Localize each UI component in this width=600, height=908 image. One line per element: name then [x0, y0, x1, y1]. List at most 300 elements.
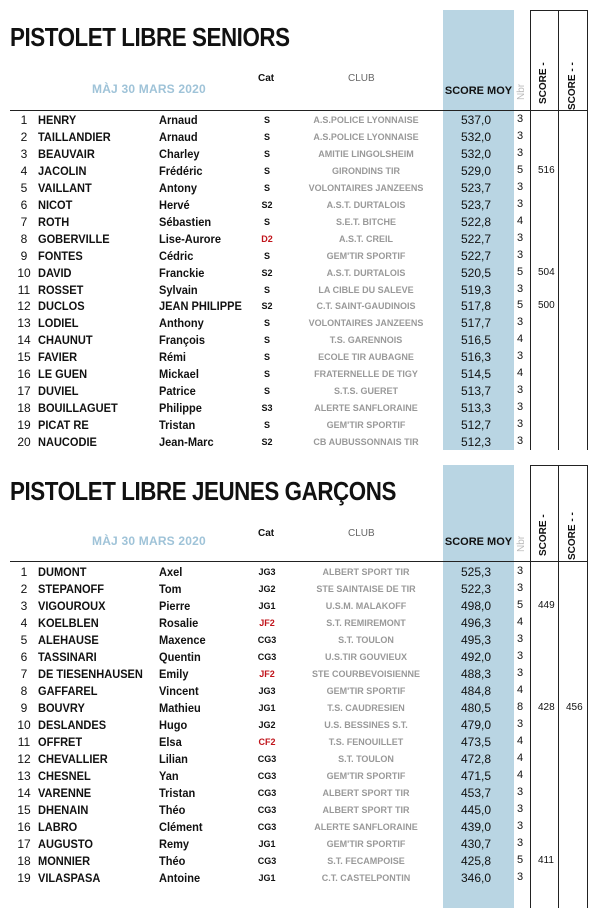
last-name-cell: CHEVALLIER [38, 752, 108, 766]
last-name-cell: STEPANOFF [38, 582, 105, 596]
category-cell: JG1 [258, 839, 276, 849]
table-row [0, 247, 600, 264]
score-moy-cell [443, 181, 514, 195]
table-row [0, 597, 600, 614]
first-name-cell: Franckie [159, 265, 205, 280]
club-cell: T.S. GARENNOIS [329, 335, 403, 346]
table-row [0, 213, 600, 230]
club-cell: A.S.POLICE LYONNAISE [313, 131, 419, 142]
divider [530, 465, 588, 466]
last-name-cell: TAILLANDIER [38, 129, 111, 144]
score-moy-cell [443, 599, 514, 613]
category-cell: S [263, 284, 270, 295]
last-name-cell: BOUILLAGUET [38, 401, 118, 416]
score-moy-cell [443, 735, 514, 749]
score-moy-cell [443, 684, 514, 698]
table-row [0, 784, 600, 801]
table-row [0, 314, 600, 331]
nbr-cell: 4 [517, 616, 524, 628]
first-name-cell: Clément [159, 820, 203, 834]
category-cell: JG1 [258, 601, 276, 611]
score-1-cell: 428 [538, 702, 555, 713]
table-row [0, 716, 600, 733]
nbr-cell: 3 [517, 282, 524, 295]
category-cell: CF2 [258, 737, 276, 747]
score-1-cell: 516 [538, 164, 555, 176]
header-score-2: SCORE - - [567, 62, 578, 110]
header-club: CLUB [348, 528, 375, 539]
seniors-section [0, 0, 600, 452]
score-value: 516,5 [460, 333, 491, 348]
club-cell: A.S.T. CREIL [338, 233, 393, 244]
first-name-cell: Charley [159, 146, 200, 161]
score-1-cell: 411 [538, 855, 554, 866]
score-1-cell: 500 [538, 300, 555, 312]
club-cell: S.T. TOULON [338, 754, 394, 764]
first-name-cell: Théo [159, 854, 186, 868]
jeunes-section [0, 460, 600, 908]
rank-cell: 12 [17, 299, 31, 314]
score-value: 513,7 [460, 384, 491, 399]
club-cell: S.T. TOULON [338, 635, 394, 645]
last-name-cell: TASSINARI [38, 650, 97, 664]
score-value: 512,7 [460, 418, 491, 433]
table-row [0, 162, 600, 179]
club-cell: GEM'TIR SPORTIF [326, 686, 406, 696]
club-cell: C.T. SAINT-GAUDINOIS [316, 301, 416, 312]
rank-cell: 10 [17, 718, 31, 732]
table-row [0, 733, 600, 750]
table-row [0, 331, 600, 348]
category-cell: CG3 [257, 754, 277, 764]
rank-cell: 15 [17, 350, 31, 365]
score-moy-cell [443, 249, 514, 263]
category-cell: JF2 [259, 618, 275, 628]
nbr-cell: 3 [517, 384, 524, 397]
score-value: 522,3 [460, 582, 491, 596]
last-name-cell: DESLANDES [38, 718, 107, 732]
nbr-cell: 3 [517, 871, 524, 883]
first-name-cell: Pierre [159, 599, 191, 613]
score-value: 453,7 [460, 786, 491, 800]
category-cell: JG1 [258, 873, 276, 883]
last-name-cell: NICOT [38, 197, 73, 212]
club-cell: GIRONDINS TIR [331, 165, 400, 176]
table-row [0, 416, 600, 433]
club-cell: A.S.T. DURTALOIS [326, 267, 406, 278]
table-row [0, 665, 600, 682]
last-name-cell: DUCLOS [38, 299, 85, 314]
nbr-cell: 8 [517, 701, 524, 713]
category-cell: S3 [261, 403, 273, 414]
score-moy-cell [443, 147, 514, 161]
club-cell: A.S.POLICE LYONNAISE [313, 115, 419, 125]
rank-cell: 4 [20, 163, 28, 178]
score-value: 517,7 [460, 316, 491, 331]
score-value: 430,7 [460, 837, 491, 851]
first-name-cell: Arnaud [159, 129, 198, 144]
table-row [0, 750, 600, 767]
table-row [0, 281, 600, 298]
score-value: 522,8 [460, 214, 491, 229]
first-name-cell: Philippe [159, 401, 202, 416]
rank-cell: 13 [17, 316, 31, 331]
category-cell: S [263, 131, 270, 142]
nbr-cell: 3 [517, 820, 524, 832]
table-row [0, 852, 600, 869]
score-value: 495,3 [460, 633, 491, 647]
score-value: 484,8 [460, 684, 491, 698]
category-cell: S [263, 148, 270, 159]
rank-cell: 15 [17, 803, 31, 817]
nbr-cell: 3 [517, 350, 524, 363]
score-value: 479,0 [460, 718, 491, 732]
table-row [0, 179, 600, 196]
score-moy-cell [443, 299, 514, 313]
rank-cell: 16 [17, 820, 31, 834]
first-name-cell: Jean-Marc [159, 435, 214, 450]
score-moy-cell [443, 786, 514, 800]
rank-cell: 8 [20, 231, 28, 246]
last-name-cell: NAUCODIE [38, 435, 97, 450]
table-row [0, 682, 600, 699]
section-title: PISTOLET LIBRE JEUNES GARÇONS [10, 476, 396, 506]
nbr-cell: 3 [517, 565, 524, 577]
score-moy-cell [443, 401, 514, 415]
category-cell: JF2 [259, 669, 275, 679]
category-cell: JG3 [258, 567, 276, 577]
nbr-cell: 3 [517, 650, 524, 662]
category-cell: CG3 [257, 822, 277, 832]
score-value: 523,7 [460, 197, 491, 212]
club-cell: VOLONTAIRES JANZEENS [308, 182, 424, 193]
category-cell: S [263, 115, 270, 125]
first-name-cell: Antony [159, 180, 198, 195]
score-value: 471,5 [460, 769, 491, 783]
score-value: 532,0 [460, 146, 491, 161]
score-value: 496,3 [460, 616, 491, 630]
category-cell: S [263, 165, 270, 176]
score-moy-cell [443, 367, 514, 381]
last-name-cell: BOUVRY [38, 701, 85, 715]
nbr-cell: 3 [517, 231, 524, 244]
rank-cell: 7 [20, 667, 28, 681]
score-value: 445,0 [460, 803, 491, 817]
table-row [0, 818, 600, 835]
category-cell: S2 [261, 301, 273, 312]
score-value: 425,8 [460, 854, 491, 868]
rank-cell: 19 [17, 418, 31, 433]
nbr-cell: 3 [517, 667, 524, 679]
nbr-cell: 4 [517, 752, 524, 764]
table-row [0, 264, 600, 281]
score-moy-cell [443, 854, 514, 868]
club-cell: GEM'TIR SPORTIF [326, 839, 406, 849]
nbr-cell: 3 [517, 401, 524, 414]
nbr-cell: 3 [517, 633, 524, 645]
first-name-cell: Tristan [159, 418, 196, 433]
score-value: 473,5 [460, 735, 491, 749]
score-moy-cell [443, 435, 514, 449]
first-name-cell: Quentin [159, 650, 201, 664]
last-name-cell: GOBERVILLE [38, 231, 110, 246]
nbr-cell: 4 [517, 684, 524, 696]
club-cell: STE SAINTAISE DE TIR [316, 584, 416, 594]
first-name-cell: Axel [159, 565, 183, 579]
score-moy-cell [443, 130, 514, 144]
club-cell: ALBERT SPORT TIR [322, 567, 410, 577]
score-moy-cell [443, 718, 514, 732]
table-row [0, 869, 600, 886]
table-row [0, 580, 600, 597]
rank-cell: 7 [20, 214, 28, 229]
club-cell: AMITIE LINGOLSHEIM [318, 148, 414, 159]
nbr-cell: 3 [517, 803, 524, 815]
category-cell: JG3 [258, 686, 276, 696]
rank-cell: 17 [17, 384, 31, 399]
score-moy-cell [443, 871, 514, 885]
club-cell: A.S.T. DURTALOIS [326, 199, 406, 210]
nbr-cell: 5 [517, 854, 524, 866]
rank-cell: 18 [17, 854, 31, 868]
score-moy-cell [443, 650, 514, 664]
category-cell: S2 [261, 199, 273, 210]
first-name-cell: JEAN PHILIPPE [159, 299, 242, 314]
table-row [0, 801, 600, 818]
table-row [0, 614, 600, 631]
first-name-cell: Elsa [159, 735, 182, 749]
header-nbr: Nbr [516, 83, 527, 100]
club-cell: U.S.TIR GOUVIEUX [324, 652, 407, 662]
score-value: 480,5 [460, 701, 491, 715]
score-moy-cell [443, 232, 514, 246]
score-value: 472,8 [460, 752, 491, 766]
nbr-cell: 4 [517, 333, 524, 346]
club-cell: T.S. FENOUILLET [328, 737, 404, 747]
rank-cell: 17 [17, 837, 31, 851]
score-moy-cell [443, 384, 514, 398]
category-cell: S [263, 335, 270, 346]
score-value: 514,5 [460, 367, 491, 382]
first-name-cell: Emily [159, 667, 189, 681]
first-name-cell: Sébastien [159, 214, 212, 229]
last-name-cell: HENRY [38, 113, 77, 127]
nbr-cell: 5 [517, 599, 524, 611]
header-score-1: SCORE - [538, 514, 549, 556]
club-cell: S.T.S. GUERET [333, 386, 398, 397]
table-row [0, 145, 600, 162]
nbr-cell: 4 [517, 769, 524, 781]
rank-cell: 8 [20, 684, 28, 698]
first-name-cell: Antoine [159, 871, 201, 885]
table-row [0, 297, 600, 314]
header-nbr: Nbr [516, 535, 527, 552]
first-name-cell: Tristan [159, 786, 196, 800]
table-row [0, 382, 600, 399]
nbr-cell: 4 [517, 735, 524, 747]
score-value: 519,3 [460, 282, 491, 297]
first-name-cell: Rémi [159, 350, 186, 365]
last-name-cell: FAVIER [38, 350, 78, 365]
score-moy-cell [443, 820, 514, 834]
category-cell: S [263, 420, 270, 431]
score-moy-cell [443, 701, 514, 715]
first-name-cell: Sylvain [159, 282, 198, 297]
header-cat: Cat [258, 528, 275, 539]
category-cell: CG3 [257, 788, 277, 798]
last-name-cell: LABRO [38, 820, 78, 834]
rank-cell: 12 [17, 752, 31, 766]
rank-cell: 16 [17, 367, 31, 382]
score-moy-cell [443, 283, 514, 297]
table-row [0, 348, 600, 365]
nbr-cell: 5 [517, 265, 524, 278]
club-cell: ALERTE SANFLORAINE [314, 403, 418, 414]
nbr-cell: 3 [517, 146, 524, 159]
rank-cell: 5 [20, 180, 28, 195]
table-row [0, 631, 600, 648]
first-name-cell: Hervé [159, 197, 190, 212]
score-1-cell: 449 [538, 600, 555, 611]
last-name-cell: CHESNEL [38, 769, 91, 783]
category-cell: CG3 [257, 856, 277, 866]
score-moy-cell [443, 667, 514, 681]
rank-cell: 3 [20, 599, 28, 613]
table-row [0, 648, 600, 665]
score-value: 346,0 [460, 871, 491, 885]
score-moy-cell [443, 803, 514, 817]
rank-cell: 4 [20, 616, 28, 630]
club-cell: S.T. REMIREMONT [326, 618, 406, 628]
club-cell: U.S.M. MALAKOFF [325, 601, 407, 611]
last-name-cell: LODIEL [38, 316, 79, 331]
score-value: 522,7 [460, 231, 491, 246]
score-moy-cell [443, 198, 514, 212]
first-name-cell: Anthony [159, 316, 204, 331]
last-name-cell: ALEHAUSE [38, 633, 99, 647]
last-name-cell: CHAUNUT [38, 333, 93, 348]
first-name-cell: Lise-Aurore [159, 231, 221, 246]
last-name-cell: PICAT RE [38, 418, 89, 433]
table-row [0, 128, 600, 145]
nbr-cell: 3 [517, 582, 524, 594]
score-value: 523,7 [460, 180, 491, 195]
nbr-cell: 3 [517, 435, 524, 448]
category-cell: S [263, 216, 270, 227]
rank-cell: 13 [17, 769, 31, 783]
rank-cell: 9 [20, 248, 28, 263]
club-cell: ECOLE TIR AUBAGNE [318, 352, 414, 363]
nbr-cell: 5 [517, 163, 524, 176]
last-name-cell: BEAUVAIR [38, 146, 95, 161]
update-date: MÀJ 30 MARS 2020 [92, 82, 206, 96]
category-cell: S [263, 182, 270, 193]
category-cell: JG2 [258, 584, 276, 594]
score-moy-cell [443, 215, 514, 229]
nbr-cell: 3 [517, 418, 524, 431]
table-row [0, 111, 600, 128]
club-cell: GEM'TIR SPORTIF [326, 250, 406, 261]
rank-cell: 6 [20, 650, 28, 664]
club-cell: ALERTE SANFLORAINE [314, 822, 418, 832]
score-moy-cell [443, 752, 514, 766]
score-moy-cell [443, 837, 514, 851]
club-cell: ALBERT SPORT TIR [322, 805, 410, 815]
score-moy-cell [443, 333, 514, 347]
nbr-cell: 3 [517, 248, 524, 261]
club-cell: CB AUBUSSONNAIS TIR [313, 437, 419, 448]
score-moy-cell [443, 582, 514, 596]
score-moy-cell [443, 633, 514, 647]
last-name-cell: GAFFAREL [38, 684, 98, 698]
club-cell: VOLONTAIRES JANZEENS [308, 318, 424, 329]
score-1-cell: 504 [538, 266, 555, 278]
rank-cell: 9 [20, 701, 28, 715]
score-value: 512,3 [460, 435, 491, 450]
category-cell: CG3 [257, 635, 277, 645]
score-value: 492,0 [460, 650, 491, 664]
last-name-cell: FONTES [38, 248, 83, 263]
last-name-cell: JACOLIN [38, 163, 87, 178]
rank-cell: 3 [20, 146, 28, 161]
category-cell: S [263, 369, 270, 380]
category-cell: S2 [261, 267, 273, 278]
first-name-cell: Rosalie [159, 616, 199, 630]
last-name-cell: DHENAIN [38, 803, 89, 817]
nbr-cell: 3 [517, 180, 524, 193]
club-cell: ALBERT SPORT TIR [322, 788, 410, 798]
nbr-cell: 5 [517, 299, 524, 312]
rank-cell: 11 [17, 282, 31, 297]
table-row [0, 835, 600, 852]
score-value: 532,0 [460, 129, 491, 144]
rank-cell: 20 [17, 435, 31, 450]
club-cell: STE COURBEVOISIENNE [311, 669, 421, 679]
club-cell: S.T. FECAMPOISE [327, 856, 405, 866]
first-name-cell: Cédric [159, 248, 194, 263]
first-name-cell: Mathieu [159, 701, 201, 715]
nbr-cell: 4 [517, 367, 524, 380]
score-value: 488,3 [460, 667, 491, 681]
first-name-cell: Arnaud [159, 113, 198, 127]
club-cell: GEM'TIR SPORTIF [326, 771, 406, 781]
rank-cell: 18 [17, 401, 31, 416]
last-name-cell: VARENNE [38, 786, 92, 800]
nbr-cell: 3 [517, 129, 524, 142]
last-name-cell: DE TIESENHAUSEN [38, 667, 143, 681]
table-row [0, 196, 600, 213]
club-cell: GEM'TIR SPORTIF [326, 420, 406, 431]
score-moy-cell [443, 350, 514, 364]
first-name-cell: Hugo [159, 718, 188, 732]
first-name-cell: Remy [159, 837, 190, 851]
score-value: 537,0 [460, 113, 491, 127]
rank-cell: 1 [20, 565, 28, 579]
score-moy-cell [443, 616, 514, 630]
score-2-cell: 456 [566, 702, 583, 713]
nbr-cell: 3 [517, 113, 524, 125]
rank-cell: 14 [17, 333, 31, 348]
score-moy-cell [443, 113, 514, 127]
nbr-cell: 3 [517, 718, 524, 730]
nbr-cell: 4 [517, 214, 524, 227]
last-name-cell: VAILLANT [38, 180, 92, 195]
score-moy-cell [443, 316, 514, 330]
category-cell: JG1 [258, 703, 276, 713]
nbr-cell: 3 [517, 786, 524, 798]
header-score-moy: SCORE MOY [444, 85, 513, 97]
update-date: MÀJ 30 MARS 2020 [92, 534, 206, 548]
